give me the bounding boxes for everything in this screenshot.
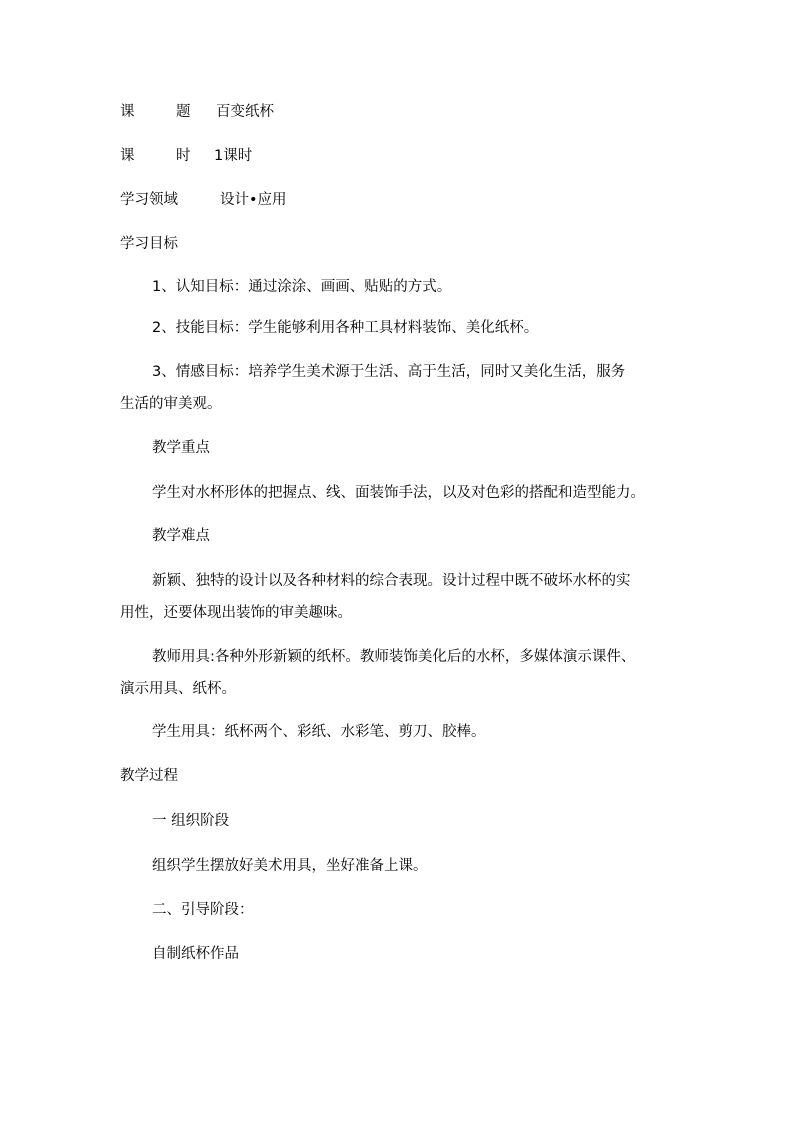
domain-value: 设计•应用 bbox=[220, 192, 287, 208]
teacher-tools-1: 教师用具:各种外形新颖的纸杯。教师装饰美化后的水杯，多媒体演示课件、 bbox=[152, 649, 636, 665]
stage1-text: 组织学生摆放好美术用具，坐好准备上课。 bbox=[152, 858, 428, 874]
topic-value: 百变纸杯 bbox=[216, 104, 274, 120]
topic-label-a: 课 bbox=[120, 104, 135, 120]
stage2-title: 二、引导阶段： bbox=[152, 902, 254, 918]
objectives-heading: 学习目标 bbox=[120, 236, 178, 252]
topic-row bbox=[120, 102, 274, 122]
key-point-text: 学生对水杯形体的把握点、线、面装饰手法，以及对色彩的搭配和造型能力。 bbox=[152, 485, 645, 501]
domain-label: 学习领域 bbox=[120, 192, 178, 208]
key-point-heading: 教学重点 bbox=[152, 440, 210, 456]
stage2-text: 自制纸杯作品 bbox=[152, 946, 239, 962]
difficulty-text-2: 用性，还要体现出装饰的审美趣味。 bbox=[120, 605, 352, 621]
objective-item-3: 3、情感目标：培养学生美术源于生活、高于生活，同时又美化生活，服务 bbox=[152, 364, 626, 380]
process-heading: 教学过程 bbox=[120, 768, 178, 784]
topic-label-b: 题 bbox=[176, 104, 191, 120]
teacher-tools-2: 演示用具、纸杯。 bbox=[120, 681, 236, 697]
period-value: 1课时 bbox=[214, 148, 253, 164]
period-label-b: 时 bbox=[176, 148, 191, 164]
objective-item-1: 1、认知目标：通过涂涂、画画、贴贴的方式。 bbox=[152, 279, 452, 295]
objective-item-2: 2、技能目标：学生能够利用各种工具材料装饰、美化纸杯。 bbox=[152, 320, 539, 336]
student-tools: 学生用具：纸杯两个、彩纸、水彩笔、剪刀、胶棒。 bbox=[152, 724, 486, 740]
stage1-title: 一 组织阶段 bbox=[152, 813, 230, 829]
domain-row bbox=[120, 190, 287, 210]
objective-item-3-cont: 生活的审美观。 bbox=[120, 396, 222, 412]
period-row bbox=[120, 146, 252, 166]
period-label-a: 课 bbox=[120, 148, 135, 164]
difficulty-heading: 教学难点 bbox=[152, 528, 210, 544]
difficulty-text-1: 新颖、独特的设计以及各种材料的综合表现。设计过程中既不破坏水杯的实 bbox=[152, 573, 631, 589]
